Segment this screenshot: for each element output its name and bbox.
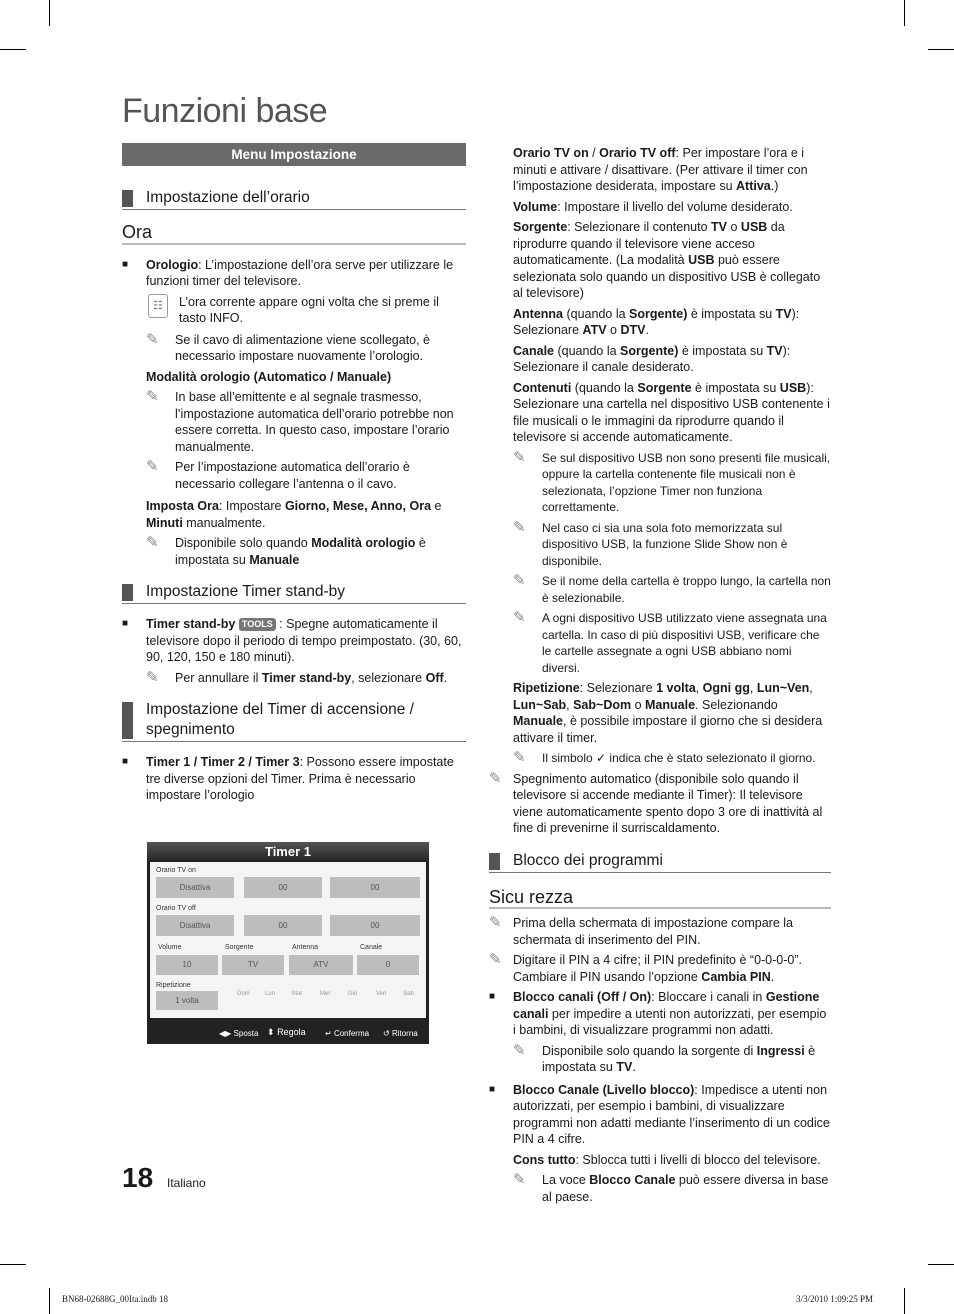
slug-file: BN68-02688G_00Ita.indb 18 bbox=[62, 1294, 168, 1304]
tools-badge: TOOLS bbox=[239, 618, 276, 631]
timer-title: Timer 1 bbox=[147, 842, 429, 862]
canale-field[interactable]: 0 bbox=[357, 955, 419, 975]
orario-on-minute[interactable]: 00 bbox=[330, 877, 420, 898]
crop-mark bbox=[49, 1288, 50, 1314]
crop-mark bbox=[928, 1264, 954, 1265]
enter-icon: ↵ bbox=[325, 1029, 332, 1038]
orario-off-hour[interactable]: 00 bbox=[244, 915, 322, 936]
remote-button-icon: ☷ bbox=[148, 294, 168, 318]
note: ✎ In base all’emittente e al segnale trasmesso, l’impostazione automatica dell’orario potrebbe non essere corretta. In questo caso, impostare l’orario manualmente. bbox=[146, 388, 454, 454]
crop-mark bbox=[0, 49, 26, 50]
return-icon: ↺ bbox=[383, 1029, 390, 1038]
pencil-note-icon: ✎ bbox=[513, 572, 526, 589]
note: ✎ Digitare il PIN a 4 cifre; il PIN predefinito è “0-0-0-0”. Cambiare il PIN usando l’opzione Cambia PIN. bbox=[489, 951, 802, 984]
info-note: ☷ L’ora corrente appare ogni volta che si preme il tasto INFO. bbox=[146, 294, 466, 328]
crop-mark bbox=[904, 1288, 905, 1314]
page-title: Funzioni base bbox=[122, 92, 328, 130]
pencil-note-icon: ✎ bbox=[146, 388, 159, 405]
orario-on-hour[interactable]: 00 bbox=[244, 877, 322, 898]
pencil-note-icon: ✎ bbox=[146, 458, 159, 475]
note: ✎ Per annullare il Timer stand-by, selezionare Off. bbox=[146, 668, 448, 686]
pencil-note-icon: ✎ bbox=[513, 518, 526, 536]
para-contenuti: Contenuti (quando la Sorgente è impostata su USB): Selezionare una cartella nel dispositivo USB contenente i file musicali o le immagini da riprodurre quando il televisore si accende automaticamente. bbox=[513, 380, 830, 444]
note: ✎ Disponibile solo quando la sorgente di Ingressi è impostata su TV. bbox=[513, 1041, 816, 1074]
note: ✎ Se il nome della cartella è troppo lungo, la cartella non è selezionabile. bbox=[513, 572, 831, 605]
note: ✎ Nel caso ci sia una sola foto memorizzata sul dispositivo USB, la funzione Slide Show non è disponibile. bbox=[513, 518, 788, 568]
para-cons-tutto: Cons tutto: Sblocca tutti i livelli di blocco del televisore. bbox=[513, 1152, 821, 1167]
note: ✎ Disponibile solo quando Modalità orologio è impostata su Manuale bbox=[146, 534, 426, 567]
day-gio[interactable]: Gio bbox=[348, 991, 358, 997]
pencil-note-icon: ✎ bbox=[146, 668, 159, 686]
right-column bbox=[489, 145, 831, 1209]
volume-field[interactable]: 10 bbox=[156, 955, 218, 975]
day-mar[interactable]: Mar bbox=[292, 991, 303, 997]
pencil-note-icon: ✎ bbox=[146, 330, 159, 348]
orario-on-label: Orario TV on bbox=[156, 867, 196, 874]
day-lun[interactable]: Lun bbox=[265, 991, 276, 997]
heading-ora: Ora bbox=[122, 224, 466, 245]
footer-conferma: ↵ Conferma bbox=[325, 1029, 370, 1038]
para-orario: Orario TV on / Orario TV off: Per impostare l’ora e i minuti e attivare / disattivare. (Per attivare il timer con l’impostazione desiderata, impostare su Attiva.) bbox=[513, 146, 808, 193]
pencil-note-icon: ✎ bbox=[513, 1041, 526, 1059]
note: ✎ Il simbolo ✓ indica che è stato selezionato il giorno. bbox=[513, 749, 816, 766]
note: ✎ Spegnimento automatico (disponibile solo quando il televisore si accende mediante il Timer): Il televisore viene automaticamente spento dopo 3 ore di inattività al fine di prevenirne il surriscaldamento. bbox=[489, 769, 823, 835]
list-item: ■ Orologio: L’impostazione dell’ora serve per utilizzare le funzioni timer del televisore. bbox=[122, 257, 466, 290]
orario-on-select[interactable]: Disattiva bbox=[156, 877, 234, 898]
para-sorgente: Sorgente: Selezionare il contenuto TV o USB da riprodurre quando il televisore viene acceso automaticamente. (La modalità USB può essere selezionata solo quando un dispositivo USB è collegato al televisore) bbox=[513, 220, 821, 300]
orario-off-minute[interactable]: 00 bbox=[330, 915, 420, 936]
imposta-ora-text: Imposta Ora: Impostare Giorno, Mese, Anno, Ora e Minuti manualmente. bbox=[146, 499, 442, 530]
heading-standby: Impostazione Timer stand-by bbox=[122, 582, 466, 604]
pencil-note-icon: ✎ bbox=[146, 534, 159, 551]
canale-label: Canale bbox=[360, 944, 383, 951]
list-item: ■ Timer stand-by TOOLS : Spegne automaticamente il televisore dopo il periodo di tempo preimpostato. (30, 60, 90, 120, 150 e 180 minuti). bbox=[122, 616, 466, 666]
pencil-note-icon: ✎ bbox=[513, 749, 526, 766]
day-ven[interactable]: Ven bbox=[376, 991, 387, 997]
volume-label: Volume bbox=[158, 944, 182, 951]
pencil-note-icon: ✎ bbox=[513, 1171, 526, 1188]
note: ✎ Per l’impostazione automatica dell’orario è necessario collegare l’antenna o il cavo. bbox=[146, 458, 410, 491]
footer-sposta: ◀▶ Sposta bbox=[219, 1029, 259, 1038]
antenna-label: Antenna bbox=[292, 944, 319, 951]
checkmark-icon: ✓ bbox=[596, 751, 607, 765]
ripetizione-field[interactable]: 1 volta bbox=[156, 991, 218, 1010]
timer-panel bbox=[150, 862, 426, 1018]
para-antenna: Antenna (quando la Sorgente) è impostata su TV): Selezionare ATV o DTV. bbox=[513, 306, 800, 337]
para-canale: Canale (quando la Sorgente) è impostata su TV): Selezionare il canale desiderato. bbox=[513, 343, 791, 374]
para-ripetizione: Ripetizione: Selezionare 1 volta, Ogni gg, Lun~Ven, Lun~Sab, Sab~Dom o Manuale. Selezionando Manuale, è possibile impostare il giorno che si desidera attivare il timer. bbox=[513, 681, 823, 745]
orario-off-select[interactable]: Disattiva bbox=[156, 915, 234, 936]
sorgente-label: Sorgente bbox=[225, 944, 254, 951]
heading-blocco: Blocco dei programmi bbox=[489, 851, 831, 873]
list-item: ■ Blocco canali (Off / On): Bloccare i canali in Gestione canali per impedire a utenti non autorizzati, per esempio i bambini, di visualizzare programmi non adatti. bbox=[489, 989, 831, 1039]
left-column bbox=[122, 143, 466, 808]
heading-sicurezza: Sicu rezza bbox=[489, 889, 831, 910]
sorgente-field[interactable]: TV bbox=[222, 955, 284, 975]
pencil-note-icon: ✎ bbox=[513, 448, 526, 466]
page-number: 18 bbox=[122, 1162, 154, 1193]
day-sab[interactable]: Sab bbox=[403, 991, 414, 997]
list-item: ■ Timer 1 / Timer 2 / Timer 3: Possono essere impostate tre diverse opzioni del Timer. Prima è necessario impostare l’orologio bbox=[122, 754, 466, 804]
note: ✎ Se sul dispositivo USB non sono presenti file musicali, oppure la cartella contenente file musicali non è selezionata, l’opzione Timer non funziona correttamente. bbox=[513, 448, 831, 514]
menu-bar: Menu Impostazione bbox=[122, 143, 466, 166]
timer-screen bbox=[147, 842, 429, 1044]
heading-orario: Impostazione dell’orario bbox=[122, 188, 466, 210]
note: ✎ Prima della schermata di impostazione compare la schermata di inserimento del PIN. bbox=[489, 914, 793, 947]
pencil-note-icon: ✎ bbox=[513, 609, 526, 626]
pencil-note-icon: ✎ bbox=[489, 769, 502, 787]
ripetizione-label: Ripetizione bbox=[156, 982, 191, 989]
orario-off-label: Orario TV off bbox=[156, 905, 196, 912]
crop-mark bbox=[904, 0, 905, 26]
list-item: ■ Blocco Canale (Livello blocco): Impedisce a utenti non autorizzati, per esempio i bambini, di visualizzare programmi non adatti mediante l’inserimento di un codice PIN a 4 cifre. bbox=[489, 1082, 831, 1148]
modalita-label: Modalità orologio (Automatico / Manuale) bbox=[146, 369, 392, 384]
footer-regola: ⬍ Regola bbox=[267, 1027, 306, 1037]
crop-mark bbox=[0, 1264, 26, 1265]
footer-ritorna: ↺ Ritorna bbox=[383, 1029, 418, 1038]
note: ✎ Se il cavo di alimentazione viene scollegato, è necessario impostare nuovamente l’orologio. bbox=[146, 330, 431, 363]
slug-date: 3/3/2010 1:09:25 PM bbox=[796, 1294, 874, 1304]
pencil-note-icon: ✎ bbox=[489, 951, 502, 968]
heading-timer: Impostazione del Timer di accensione / spegnimento bbox=[122, 700, 466, 742]
note: ✎ La voce Blocco Canale può essere diversa in base al paese. bbox=[513, 1171, 829, 1204]
crop-mark bbox=[928, 49, 954, 50]
page-language: Italiano bbox=[167, 1176, 206, 1190]
day-dom[interactable]: Dom bbox=[237, 991, 250, 997]
note: ✎ A ogni dispositivo USB utilizzato viene assegnata una cartella. In caso di più dispositivi USB, verificare che le cartelle assegnate a ogni USB abbiano nomi diversi. bbox=[513, 609, 827, 675]
crop-mark bbox=[49, 0, 50, 26]
para-volume: Volume: Impostare il livello del volume desiderato. bbox=[513, 199, 793, 214]
arrows-lr-icon: ◀▶ bbox=[219, 1029, 232, 1038]
pencil-note-icon: ✎ bbox=[489, 914, 502, 931]
arrows-ud-icon: ⬍ bbox=[267, 1027, 275, 1037]
antenna-field[interactable]: ATV bbox=[289, 955, 353, 975]
day-mer[interactable]: Mer bbox=[320, 991, 331, 997]
